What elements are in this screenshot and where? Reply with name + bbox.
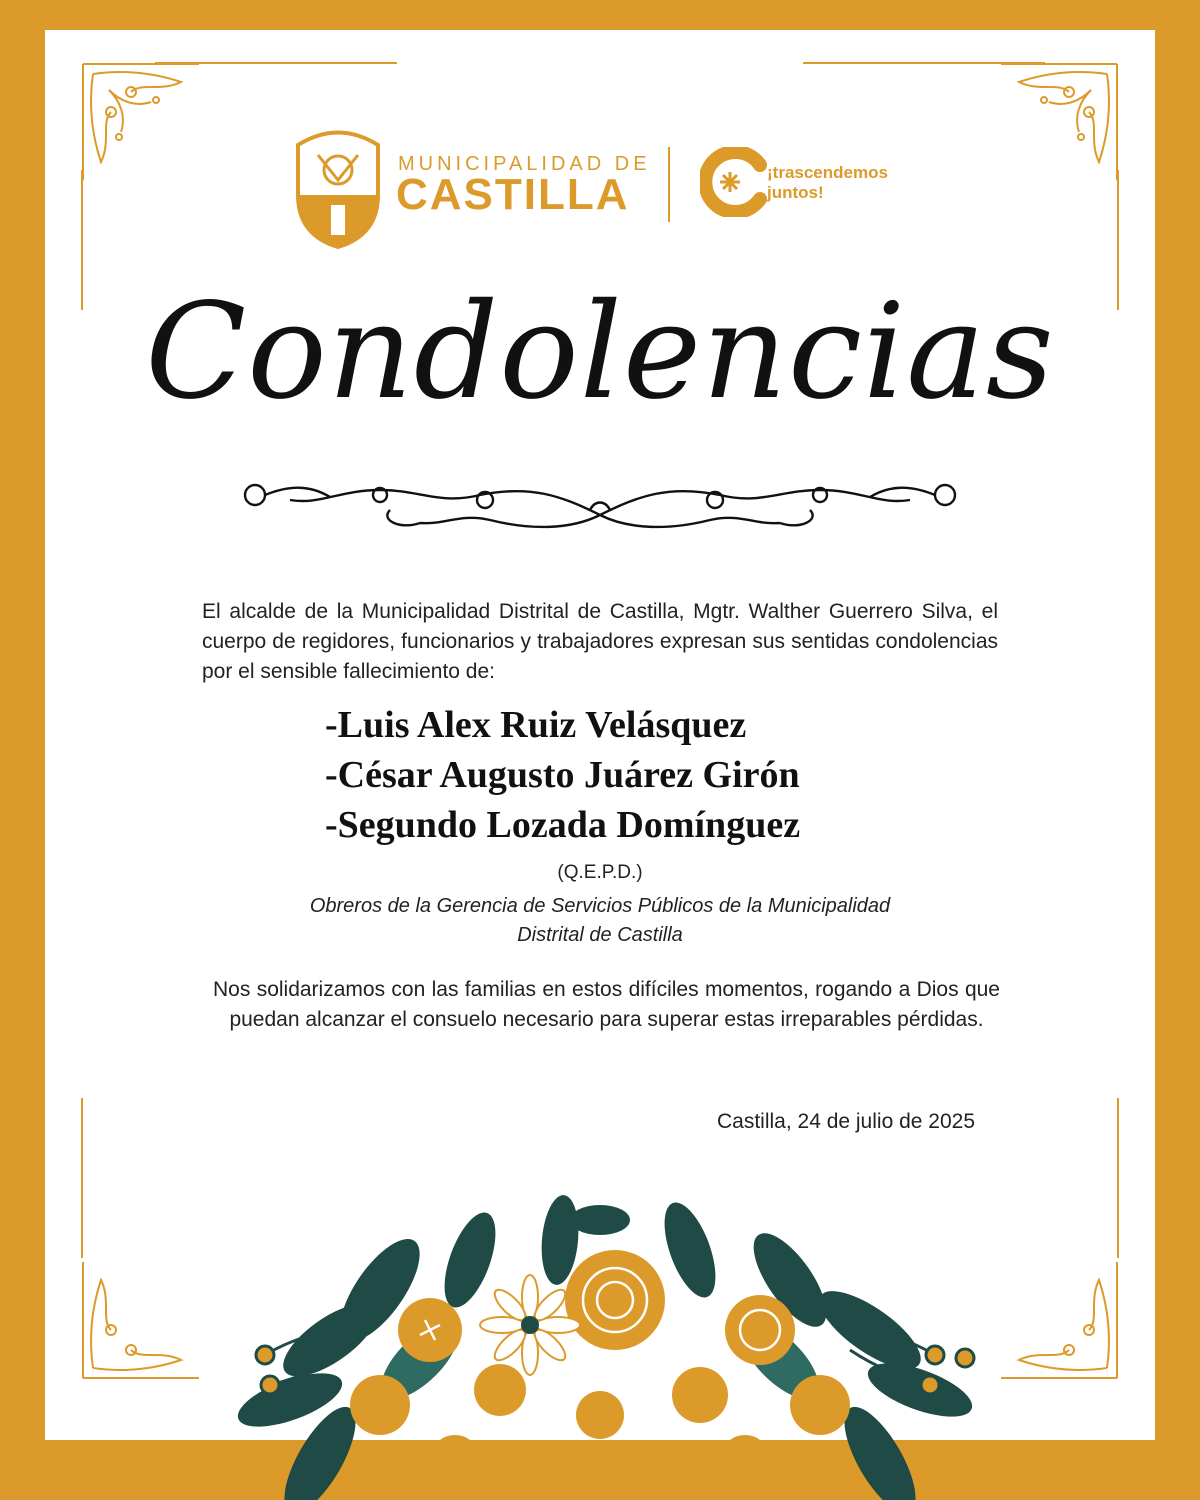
deceased-name: -Luis Alex Ruiz Velásquez (325, 704, 747, 746)
intro-paragraph: El alcalde de la Municipalidad Distrital de Castilla, Mgtr. Walther Guerrero Silva, el cuerpo de regidores, funcionarios y trabajadores expresan sus sentidas condolencias por el sensible fallecimiento de: (202, 600, 998, 683)
header-logos (45, 125, 1155, 285)
slogan-line2: juntos! (767, 183, 824, 202)
logo-text-municipalidad: MUNICIPALIDAD DE (398, 153, 651, 175)
logo-divider (668, 147, 670, 222)
corner-ornament-icon (999, 1260, 1119, 1380)
date-line: Castilla, 24 de julio de 2025 (716, 1110, 975, 1133)
flower-logo-icon (700, 147, 770, 217)
workers-description-line2: Distrital de Castilla (517, 924, 683, 946)
frame-left-line-bottom (81, 1098, 83, 1258)
workers-description-line1: Obreros de la Gerencia de Servicios Públicos de la Municipalidad (309, 895, 891, 917)
frame-right-line-bottom (1117, 1098, 1119, 1258)
deceased-name: -Segundo Lozada Domínguez (325, 804, 801, 846)
slogan-text (767, 163, 888, 203)
page-title: Condolencias (145, 275, 1055, 429)
deceased-names (325, 700, 965, 850)
divider-flourish-icon (230, 475, 970, 535)
logo-text-castilla: CASTILLA (396, 170, 630, 219)
deceased-name: -César Augusto Juárez Girón (325, 754, 800, 796)
slogan-line1: ¡trascendemos (767, 163, 888, 182)
workers-description (220, 892, 980, 950)
crest-icon (293, 125, 383, 250)
qepd-text: (Q.E.P.D.) (557, 862, 643, 883)
corner-ornament-icon (81, 1260, 201, 1380)
closing-paragraph: Nos solidarizamos con las familias en estos difíciles momentos, rogando a Dios que puedan alcanzar el consuelo necesario para superar estas irreparables pérdidas. (213, 978, 1000, 1031)
condolence-card (45, 30, 1155, 1440)
